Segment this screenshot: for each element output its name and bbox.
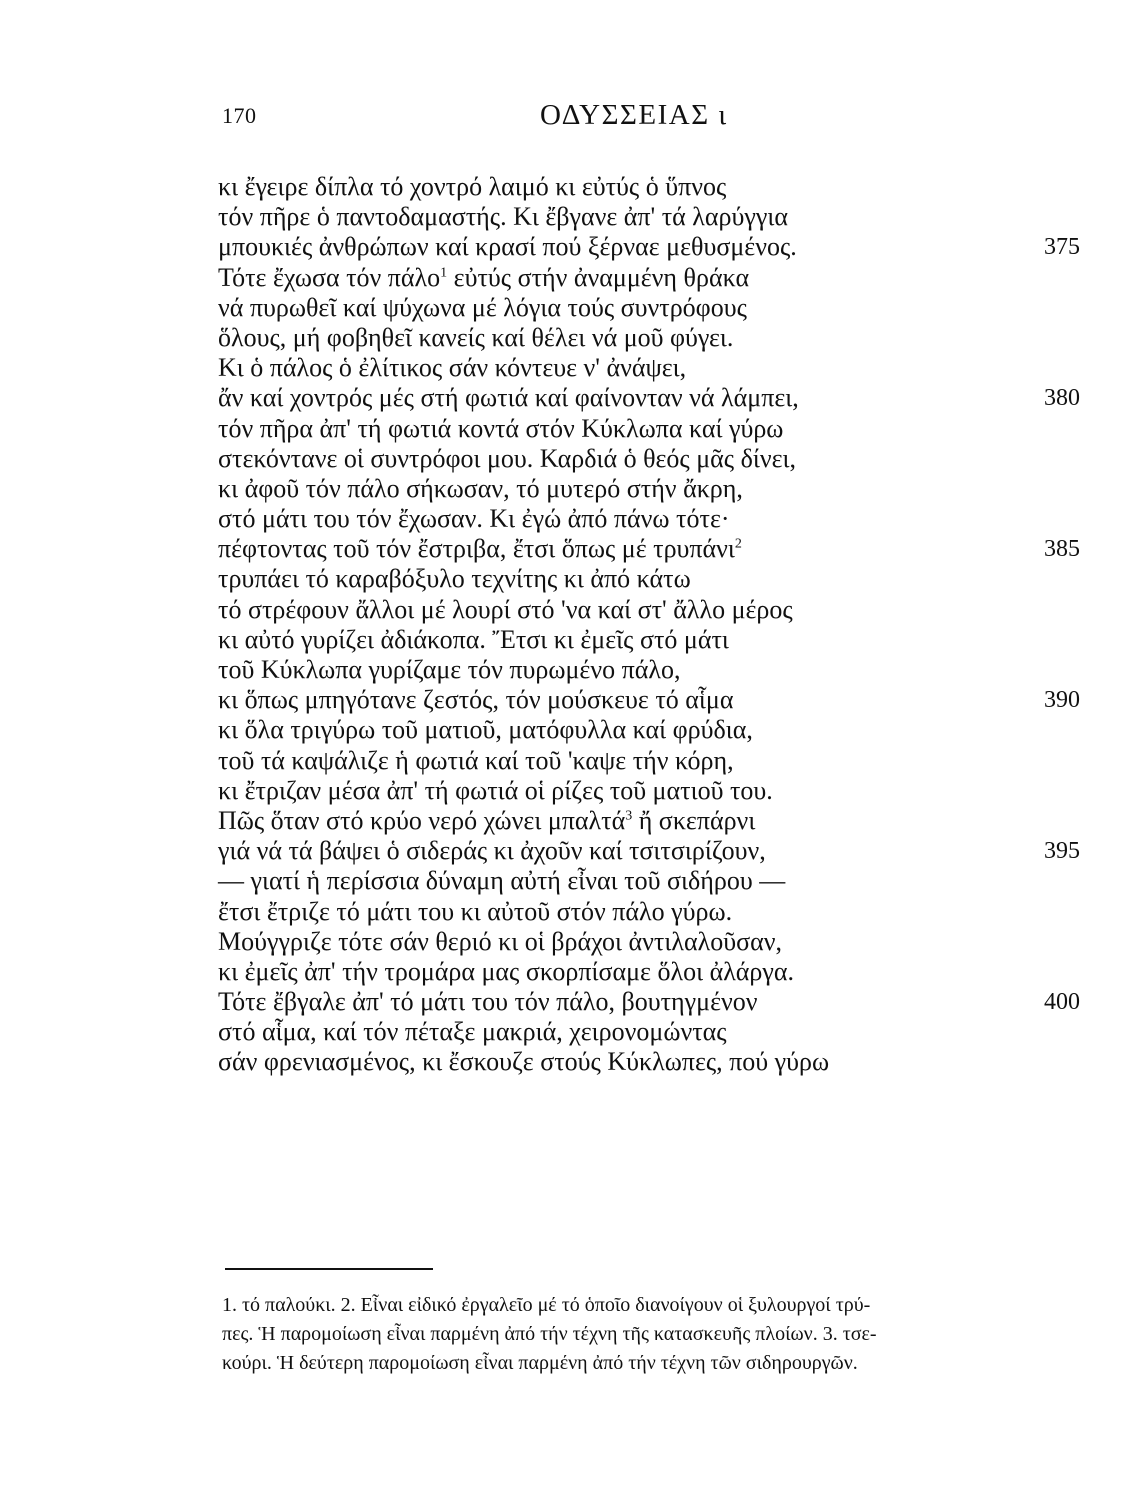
verse-line [218, 655, 1080, 685]
verse-list [218, 172, 1080, 1078]
verse-text [218, 232, 797, 261]
verse-line [218, 1017, 1080, 1047]
verse-text [218, 1047, 829, 1076]
verse-text-part: κι ἐμεῖς ἀπ' τήν τρομάρα μας σκορπίσαμε ὅλοι ἀλάργα. [218, 956, 795, 986]
footnote-line: πες. Ἡ παρομοίωση εἶναι παρμένη ἀπό τήν τέχνη τῆς κατασκευῆς πλοίων. 3. τσε- [222, 1323, 877, 1345]
verse-line [218, 263, 1080, 293]
footnotes [222, 1291, 1088, 1378]
verse-line [218, 323, 1080, 353]
verse-line [218, 806, 1080, 836]
verse-text-part: εὐτύς στήν ἀναμμένη θράκα [447, 262, 750, 292]
verse-text [218, 414, 783, 443]
verse-text [218, 444, 796, 473]
verse-text [218, 957, 794, 986]
verse-line [218, 685, 1080, 715]
verse-text [218, 323, 733, 352]
verse-text-part: στεκόντανε οἱ συντρόφοι μου. Καρδιά ὁ θεός μᾶς δίνει, [218, 443, 797, 473]
line-number: 400 [1044, 989, 1080, 1016]
verse-line [218, 836, 1080, 866]
verse-text-part: στό μάτι του τόν ἔχωσαν. Κι ἐγώ ἀπό πάνω τότε· [218, 504, 730, 534]
verse-line [218, 625, 1080, 655]
verse-line [218, 987, 1080, 1017]
verse-line [218, 232, 1080, 262]
footnote-marker: 3 [625, 808, 633, 824]
verse-line [218, 534, 1080, 564]
verse-line [218, 172, 1080, 202]
verse-text [218, 383, 799, 412]
verse-text-part: σάν φρενιασμένος, κι ἔσκουζε στούς Κύκλωπες, πού γύρω [218, 1047, 830, 1077]
verse-text [218, 202, 788, 231]
verse-line [218, 897, 1080, 927]
verse-text-part: κι ἔγειρε δίπλα τό χοντρό λαιμό κι εὐτύς ὁ ὕπνος [218, 172, 727, 201]
verse-text-part: Τότε ἔβγαλε ἀπ' τό μάτι του τόν πάλο, βουτηγμένον [218, 987, 758, 1017]
footnote-line: κούρι. Ἡ δεύτερη παρομοίωση εἶναι παρμένη ἀπό τήν τέχνη τῶν σιδηρουργῶν. [222, 1352, 858, 1374]
verse-line [218, 202, 1080, 232]
verse-line [218, 444, 1080, 474]
verse-line [218, 564, 1080, 594]
verse-text-part: πέφτοντας τοῦ τόν ἔστριβα, ἔτσι ὅπως μέ τρυπάνι [218, 534, 735, 564]
verse-line [218, 927, 1080, 957]
verse-line [218, 746, 1080, 776]
verse-text [218, 564, 691, 593]
verse-text [218, 625, 729, 654]
page-number: 170 [222, 103, 257, 128]
verse-line [218, 504, 1080, 534]
verse-text-part: — γιατί ἡ περίσσια δύναμη αὐτή εἶναι τοῦ σιδήρου — [218, 866, 786, 896]
verse-line [218, 957, 1080, 987]
verse-text [218, 987, 758, 1016]
verse-text-part: μπουκιές ἀνθρώπων καί κρασί πού ξέρναε μεθυσμένος. [218, 232, 797, 262]
verse-text-part: κι ὅλα τριγύρω τοῦ ματιοῦ, ματόφυλλα καί φρύδια, [218, 715, 753, 745]
verse-text [218, 866, 785, 895]
verse-text-part: στό αἷμα, καί τόν πέταξε μακριά, χειρονομώντας [218, 1017, 727, 1047]
verse-text-part: κι ἀφοῦ τόν πάλο σήκωσαν, τό μυτερό στήν ἄκρη, [218, 473, 743, 503]
line-number: 375 [1044, 234, 1080, 261]
verse-text-part: Κι ὁ πάλος ὁ ἐλίτικος σάν κόντευε ν' ἀνάψει, [218, 353, 687, 383]
verse-text-part: γιά νά τά βάψει ὁ σιδεράς κι ἀχοῦν καί τσιτσιρίζουν, [218, 836, 766, 866]
verse-text-part: τρυπάει τό καραβόξυλο τεχνίτης κι ἀπό κάτω [218, 564, 691, 594]
verse-line [218, 353, 1080, 383]
verse-line [218, 293, 1080, 323]
line-number: 385 [1044, 536, 1080, 563]
verse-text [218, 836, 766, 865]
line-number: 395 [1044, 838, 1080, 865]
verse-text-part: κι ἔτριζαν μέσα ἀπ' τή φωτιά οἱ ρίζες τοῦ ματιοῦ του. [218, 775, 773, 805]
verse-text [218, 263, 749, 292]
verse-line [218, 1047, 1080, 1077]
verse-text-part: Τότε ἔχωσα τόν πάλο [218, 262, 441, 292]
verse-line [218, 414, 1080, 444]
verse-text [218, 353, 686, 382]
verse-line [218, 866, 1080, 896]
verse-text-part: Πῶς ὅταν στό κρύο νερό χώνει μπαλτά [218, 805, 626, 835]
verse-line [218, 383, 1080, 413]
verse-text-part: τόν πῆρε ὁ παντοδαμαστής. Κι ἔβγανε ἀπ' τά λαρύγγια [218, 202, 788, 232]
verse-text-part: ἤ σκεπάρνι [632, 805, 756, 835]
verse-text-part: τόν πῆρα ἀπ' τή φωτιά κοντά στόν Κύκλωπα καί γύρω [218, 413, 784, 443]
verse-text-part: ἄν καί χοντρός μές στή φωτιά καί φαίνονταν νά λάμπει, [218, 383, 799, 413]
running-title: ΟΔΥΣΣΕΙΑΣ ι [540, 99, 728, 131]
verse-text [218, 927, 782, 956]
verse-text [218, 776, 773, 805]
line-number: 380 [1044, 385, 1080, 412]
verse-text [218, 897, 732, 926]
verse-text [218, 504, 730, 533]
footnote-rule [225, 1268, 433, 1270]
verse-text [218, 293, 747, 322]
verse-text [218, 806, 755, 835]
verse-text [218, 715, 753, 744]
verse-text-part: τοῦ Κύκλωπα γυρίζαμε τόν πυρωμένο πάλο, [218, 655, 681, 684]
verse-text-part: τοῦ τά καψάλιζε ἡ φωτιά καί τοῦ 'καψε τήν κόρη, [218, 745, 734, 775]
verse-text [218, 534, 742, 563]
verse-text-part: νά πυρωθεῖ καί ψύχωνα μέ λόγια τούς συντρόφους [218, 292, 747, 322]
verse-line [218, 715, 1080, 745]
verse-text-part: τό στρέφουν ἄλλοι μέ λουρί στό 'να καί στ' ἄλλο μέρος [218, 594, 793, 624]
verse-text [218, 746, 734, 775]
verse-text-part: κι αὐτό γυρίζει ἀδιάκοπα. Ἔτσι κι ἐμεῖς στό μάτι [218, 624, 729, 654]
verse-text-part: κι ὅπως μπηγότανε ζεστός, τόν μούσκευε τό αἷμα [218, 685, 734, 715]
verse-text-part: ὅλους, μή φοβηθεῖ κανείς καί θέλει νά μοῦ φύγει. [218, 322, 734, 352]
footnote-marker: 2 [734, 536, 742, 552]
line-number: 390 [1044, 687, 1080, 714]
verse-text [218, 172, 726, 201]
verse-text [218, 474, 743, 503]
verse-line [218, 474, 1080, 504]
verse-text [218, 595, 793, 624]
verse-text [218, 1017, 727, 1046]
verse-text-part: ἔτσι ἔτριζε τό μάτι του κι αὐτοῦ στόν πάλο γύρω. [218, 896, 733, 926]
verse-line [218, 776, 1080, 806]
verse-text [218, 655, 680, 684]
verse-text-part: Μούγγριζε τότε σάν θεριό κι οἱ βράχοι ἀντιλαλοῦσαν, [218, 926, 782, 956]
verse-line [218, 595, 1080, 625]
footnote-marker: 1 [440, 264, 448, 280]
footnote-line: 1. τό παλούκι. 2. Εἶναι εἰδικό ἐργαλεῖο μέ τό ὁποῖο διανοίγουν οἱ ξυλουργοί τρύ- [222, 1294, 871, 1316]
verse-text [218, 685, 733, 714]
